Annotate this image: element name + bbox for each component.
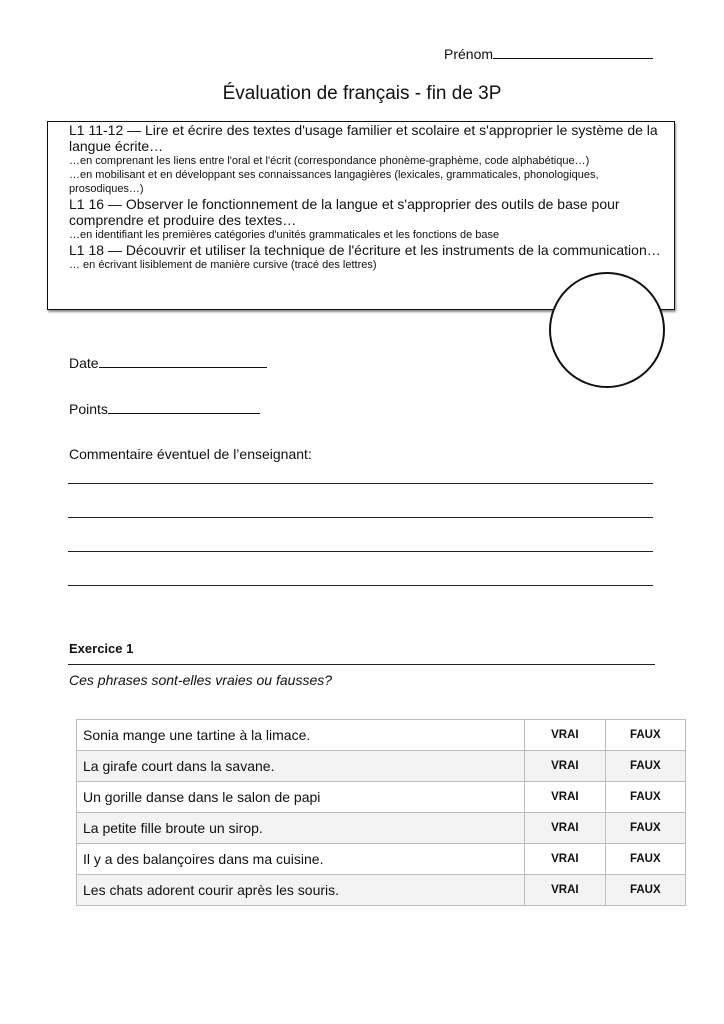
comment-line[interactable]	[68, 517, 653, 518]
exercise-title: Exercice 1	[69, 641, 134, 656]
comment-line[interactable]	[68, 551, 653, 552]
false-option[interactable]: FAUX	[605, 751, 685, 782]
table-row	[77, 751, 686, 782]
table-row	[77, 813, 686, 844]
false-option[interactable]: FAUX	[605, 782, 685, 813]
sentence-cell: La petite fille broute un sirop.	[77, 813, 525, 844]
objective-main: L1 16 — Observer le fonctionnement de la langue et s'approprier des outils de base pour comprendre et produire des textes…	[69, 196, 620, 228]
table-row	[77, 875, 686, 906]
objective-sub: …en mobilisant et en développant ses connaissances langagières (lexicales, grammaticales, phonologiques, prosodiques…)	[69, 169, 599, 195]
exercise-divider	[68, 664, 655, 665]
prenom-field[interactable]	[444, 44, 653, 62]
comment-line[interactable]	[68, 585, 653, 586]
false-option[interactable]: FAUX	[605, 875, 685, 906]
grade-circle	[549, 272, 665, 388]
objective-sub: …en comprenant les liens entre l'oral et l'écrit (correspondance phonème-graphème, code alphabétique…)	[69, 155, 590, 167]
sentence-cell: Il y a des balançoires dans ma cuisine.	[77, 844, 525, 875]
page-title: Évaluation de français - fin de 3P	[222, 83, 502, 104]
sentence-cell: La girafe court dans la savane.	[77, 751, 525, 782]
false-option[interactable]: FAUX	[605, 720, 685, 751]
table-row	[77, 844, 686, 875]
true-option[interactable]: VRAI	[525, 782, 605, 813]
true-option[interactable]: VRAI	[525, 751, 605, 782]
points-field[interactable]	[69, 399, 260, 417]
table-row	[77, 782, 686, 813]
points-label: Points	[69, 401, 108, 417]
points-blank[interactable]	[108, 399, 260, 414]
date-blank[interactable]	[99, 353, 267, 368]
objective-main: L1 11-12 — Lire et écrire des textes d'usage familier et scolaire et s'approprier le système de la langue écrite…	[69, 122, 658, 154]
prenom-blank[interactable]	[493, 44, 653, 59]
comment-label: Commentaire éventuel de l’enseignant:	[69, 446, 312, 462]
sentence-cell: Les chats adorent courir après les souris.	[77, 875, 525, 906]
date-label: Date	[69, 355, 99, 371]
table-row	[77, 720, 686, 751]
comment-line[interactable]	[68, 483, 653, 484]
true-option[interactable]: VRAI	[525, 813, 605, 844]
prenom-label: Prénom	[444, 46, 494, 62]
objective-sub: … en écrivant lisiblement de manière cursive (tracé des lettres)	[69, 259, 377, 271]
objective-sub: …en identifiant les premières catégories d'unités grammaticales et les fonctions de base	[69, 229, 500, 241]
sentence-cell: Un gorille danse dans le salon de papi	[77, 782, 525, 813]
true-false-table	[76, 719, 686, 906]
false-option[interactable]: FAUX	[605, 813, 685, 844]
true-option[interactable]: VRAI	[525, 875, 605, 906]
true-option[interactable]: VRAI	[525, 844, 605, 875]
date-field[interactable]	[69, 353, 267, 371]
false-option[interactable]: FAUX	[605, 844, 685, 875]
sentence-cell: Sonia mange une tartine à la limace.	[77, 720, 525, 751]
exercise-instruction: Ces phrases sont-elles vraies ou fausses?	[69, 672, 333, 688]
objective-main: L1 18 — Découvrir et utiliser la technique de l'écriture et les instruments de la communication…	[69, 242, 661, 258]
true-option[interactable]: VRAI	[525, 720, 605, 751]
